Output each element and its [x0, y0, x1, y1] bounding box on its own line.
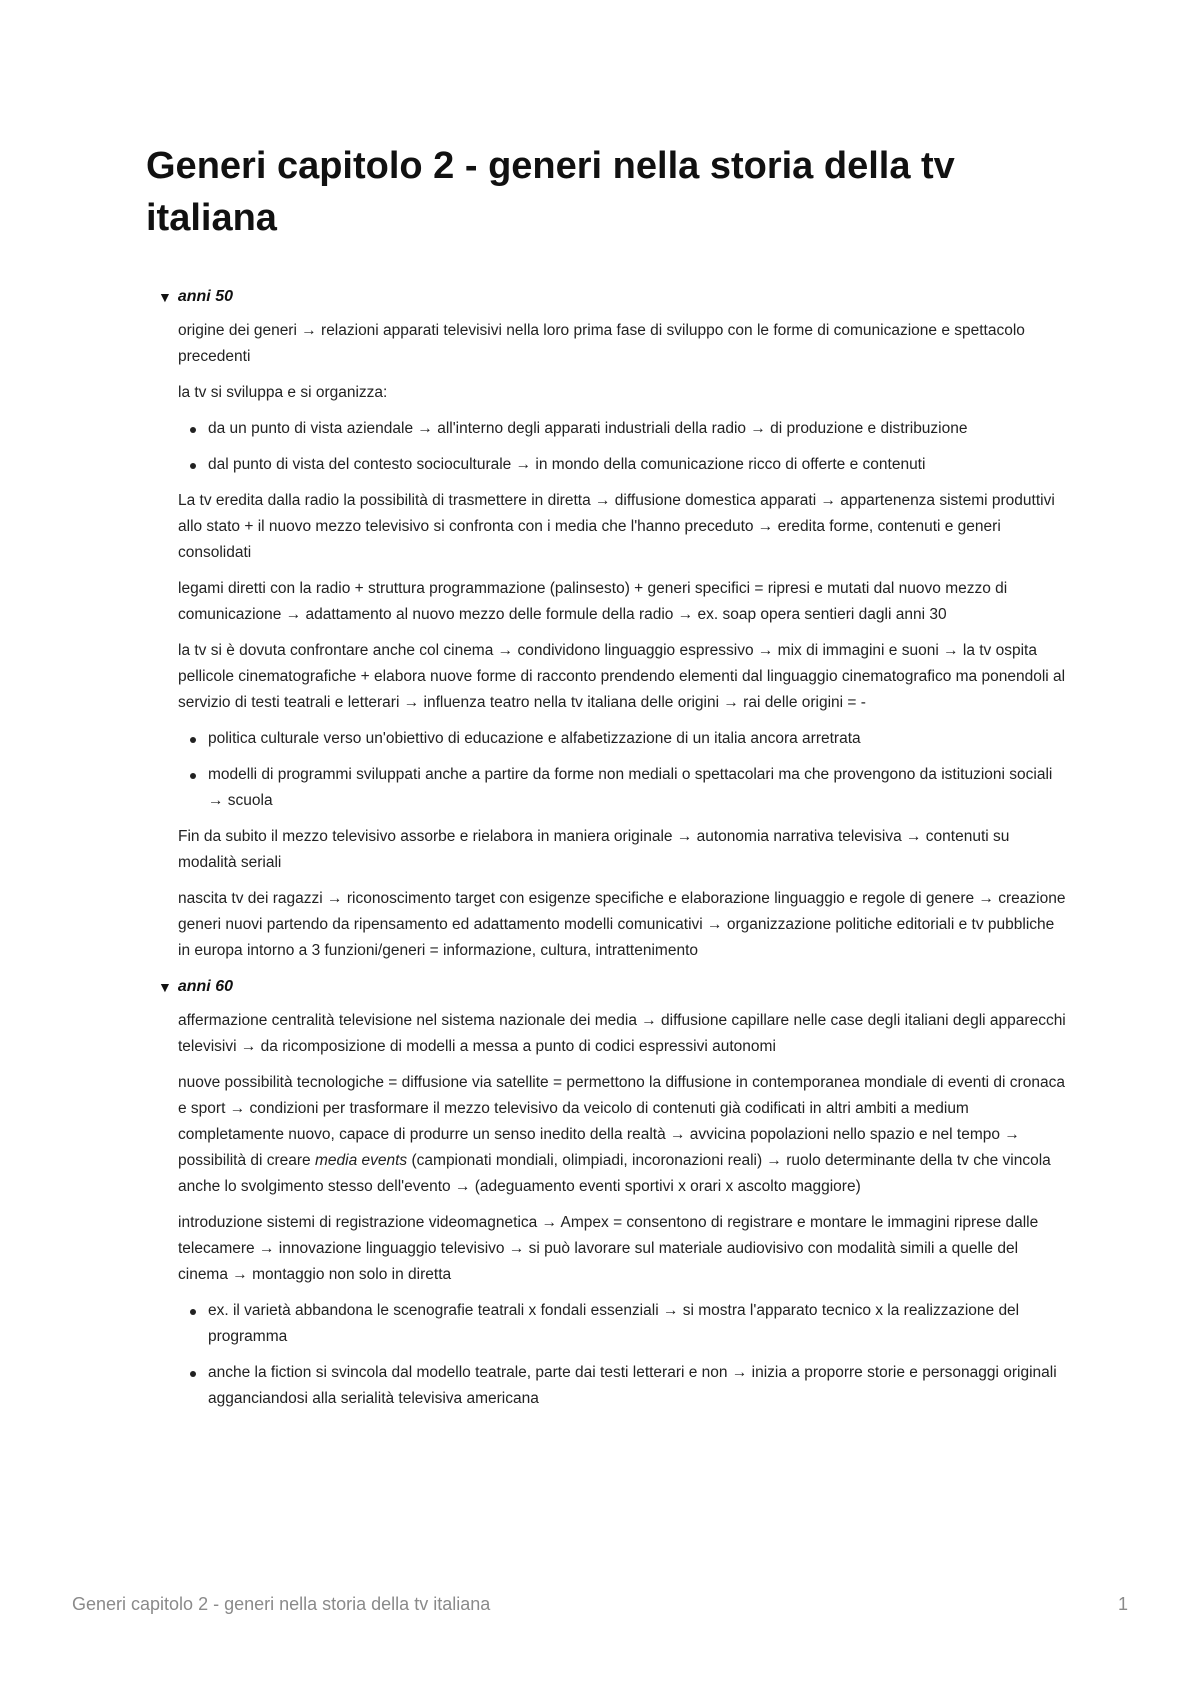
toggle-summary[interactable] — [158, 284, 1066, 310]
paragraph: nascita tv dei ragazzi → riconoscimento target con esigenze specifiche e elaborazione linguaggio e regole di genere → creazione generi nuovi partendo da ripensamento ed adattamento modelli comunicativi → organizzazione politiche editoriali e tv pubbliche in europa intorno a 3 funzioni/generi = informazione, cultura, intrattenimento — [178, 890, 1066, 959]
emphasis-text: media events — [314, 1152, 408, 1169]
paragraph: la tv si è dovuta confrontare anche col cinema → condividono linguaggio espressivo → mix di immagini e suoni → la tv ospita pellicole cinematografiche + elabora nuove forme di racconto prendendo elementi dal linguaggio cinematografico ma ponendoli al servizio di testi teatrali e letterari → influenza teatro nella tv italiana delle origini → rai delle origini = - — [178, 642, 1066, 711]
page-title: Generi capitolo 2 - generi nella storia della tv italiana — [146, 145, 955, 239]
section-content — [178, 318, 1066, 964]
sections-container — [146, 284, 1066, 1412]
triangle-down-icon[interactable]: ▼ — [158, 289, 172, 305]
list-item: modelli di programmi sviluppati anche a partire da forme non mediali o spettacolari ma che provengono da istituzioni sociali → scuola — [208, 762, 1066, 814]
section-heading: anni 50 — [177, 288, 233, 305]
paragraph: Fin da subito il mezzo televisivo assorbe e rielabora in maniera originale → autonomia narrativa televisiva → contenuti su modalità seriali — [178, 828, 1010, 871]
document-page — [146, 140, 1066, 1422]
section-content — [178, 1008, 1066, 1412]
list-item: dal punto di vista del contesto socioculturale → in mondo della comunicazione ricco di offerte e contenuti — [208, 452, 1066, 478]
list-item: ex. il varietà abbandona le scenografie teatrali x fondali essenziali → si mostra l'apparato tecnico x la realizzazione del programma — [208, 1298, 1066, 1350]
paragraph: legami diretti con la radio + struttura programmazione (palinsesto) + generi specifici = ripresi e mutati dal nuovo mezzo di comunicazione → adattamento al nuovo mezzo delle formule della radio → ex. soap opera sentieri dagli anni 30 — [178, 580, 1008, 623]
triangle-down-icon[interactable]: ▼ — [158, 979, 172, 995]
paragraph: La tv eredita dalla radio la possibilità di trasmettere in diretta → diffusione domestica apparati → appartenenza sistemi produttivi allo stato + il nuovo mezzo televisivo si confronta con i media che l'hanno preceduto → eredita forme, contenuti e generi consolidati — [178, 492, 1055, 561]
paragraph — [178, 1070, 1066, 1200]
footer-title: Generi capitolo 2 - generi nella storia della tv italiana — [72, 1594, 491, 1614]
bullet-list — [178, 1298, 1066, 1412]
bullet-list — [178, 726, 1066, 814]
text-run: (campionati mondiali, olimpiadi, incoronazioni reali) → ruolo determinante della tv che vincola anche lo svolgimento stesso dell'evento → (adeguamento eventi sportivi x orari x ascolto maggiore) — [178, 1152, 1051, 1195]
paragraph: la tv si sviluppa e si organizza: — [178, 384, 388, 401]
paragraph: introduzione sistemi di registrazione videomagnetica → Ampex = consentono di registrare e montare le immagini riprese dalle telecamere → innovazione linguaggio televisivo → si può lavorare sul materiale audiovisivo con modalità simili a quelle del cinema → montaggio non solo in diretta — [178, 1214, 1039, 1283]
footer-page-number: 1 — [1117, 1594, 1128, 1614]
list-item: anche la fiction si svincola dal modello teatrale, parte dai testi letterari e non → inizia a proporre storie e personaggi originali agganciandosi alla serialità televisiva americana — [208, 1360, 1066, 1412]
text-run: nuove possibilità tecnologiche = diffusione via satellite = permettono la diffusione in contemporanea mondiale di eventi di cronaca e sport → condizioni per trasformare il mezzo televisivo da veicolo di contenuti già codificati in altri ambiti a medium completamente nuovo, capace di produrre un senso inedito della realtà → avvicina popolazioni nello spazio e nel tempo → possibilità di creare — [178, 1074, 1065, 1169]
toggle-summary[interactable] — [158, 974, 1066, 1000]
page-footer — [72, 1594, 1128, 1615]
toggle-section — [158, 284, 1066, 964]
list-item: politica culturale verso un'obiettivo di educazione e alfabetizzazione di un italia ancora arretrata — [208, 726, 1066, 752]
paragraph: origine dei generi → relazioni apparati televisivi nella loro prima fase di sviluppo con le forme di comunicazione e spettacolo precedenti — [178, 322, 1025, 365]
toggle-section — [158, 974, 1066, 1412]
paragraph: affermazione centralità televisione nel sistema nazionale dei media → diffusione capillare nelle case degli italiani degli apparecchi televisivi → da ricomposizione di modelli a messa a punto di codici espressivi autonomi — [178, 1012, 1066, 1055]
list-item: da un punto di vista aziendale → all'interno degli apparati industriali della radio → di produzione e distribuzione — [208, 416, 1066, 442]
section-heading: anni 60 — [177, 978, 233, 995]
bullet-list — [178, 416, 1066, 478]
